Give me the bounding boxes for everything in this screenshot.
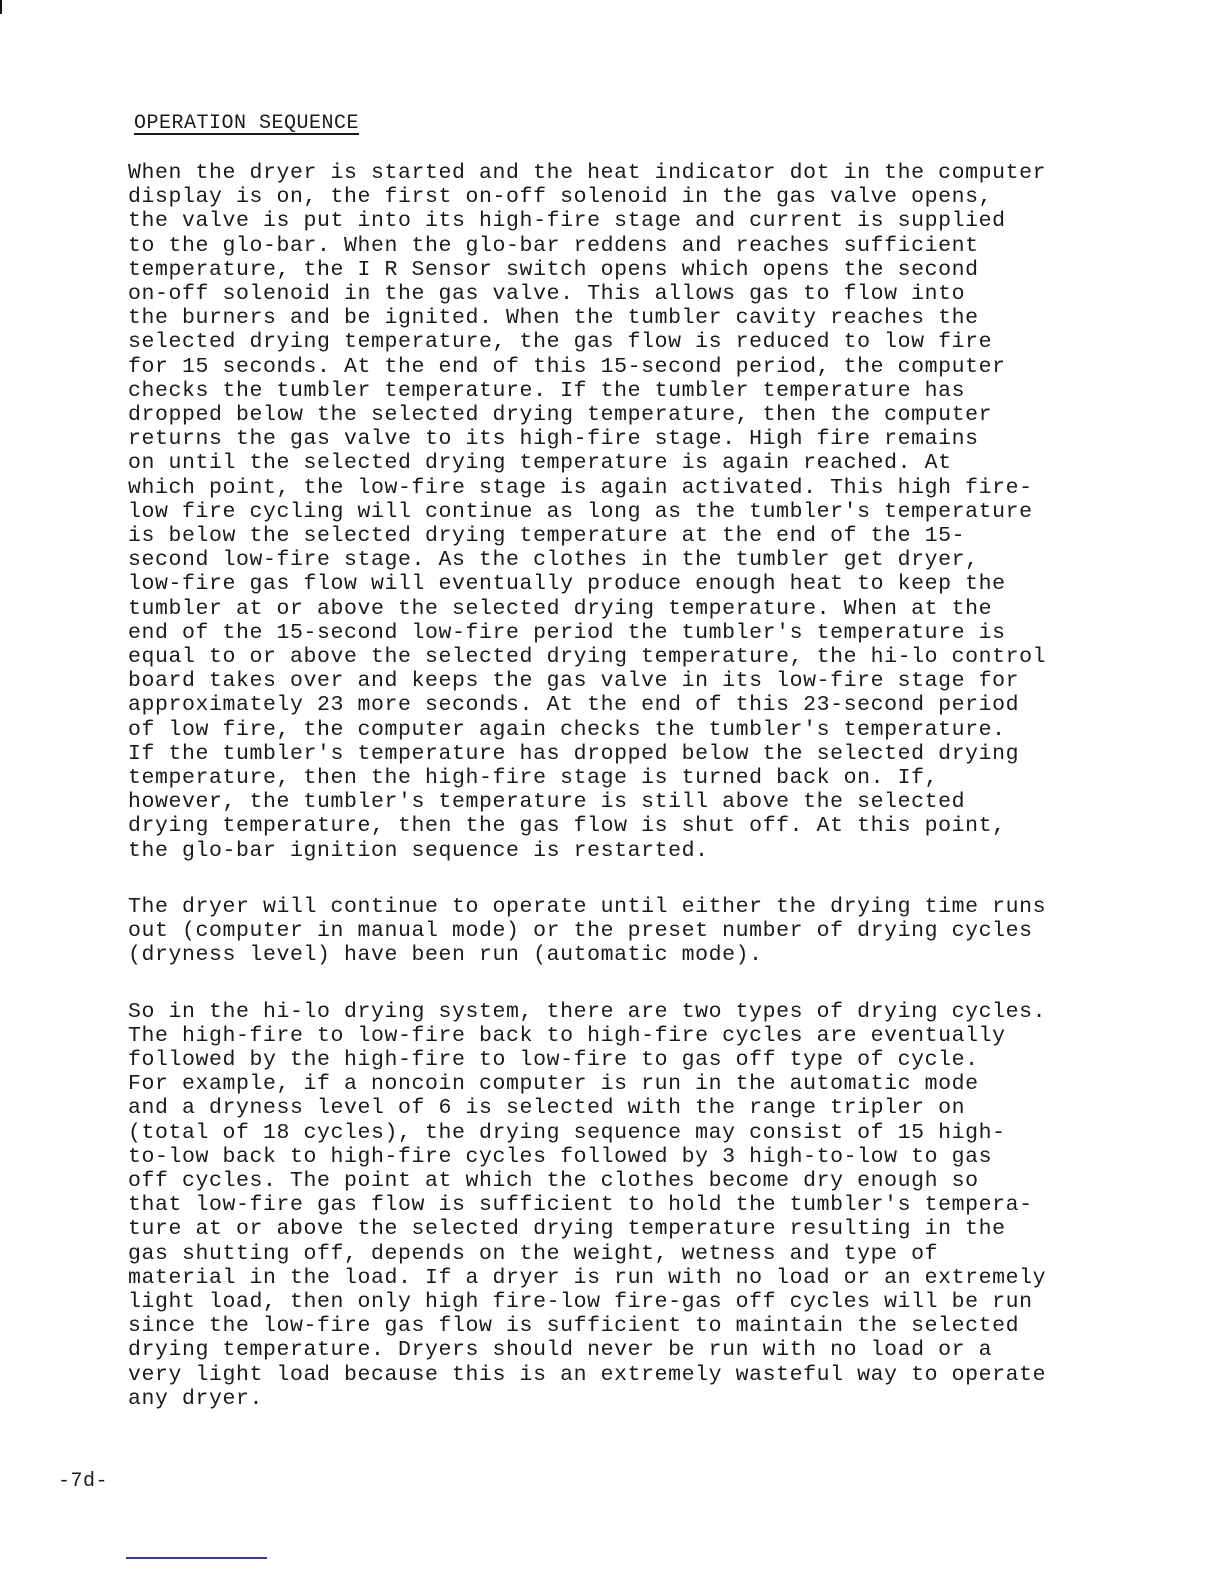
text-line: which point, the low-fire stage is again activated. This high fire- — [128, 475, 1033, 500]
text-line: off cycles. The point at which the clothes become dry enough so — [128, 1168, 979, 1193]
text-line: When the dryer is started and the heat indicator dot in the computer — [128, 161, 1047, 185]
text-line: to the glo-bar. When the glo-bar reddens and reaches sufficient — [128, 233, 979, 258]
text-line: temperature, the I R Sensor switch opens which opens the second — [128, 257, 979, 282]
scan-edge-mark — [0, 0, 2, 14]
text-line: the valve is put into its high-fire stage and current is supplied — [128, 209, 1006, 234]
text-line: equal to or above the selected drying temperature, the hi-lo control — [128, 645, 1047, 670]
text-line: on until the selected drying temperature is again reached. At — [128, 451, 952, 476]
text-line: (total of 18 cycles), the drying sequence may consist of 15 high- — [128, 1120, 1006, 1145]
text-line: light load, then only high fire-low fire-gas off cycles will be run — [128, 1289, 1033, 1314]
text-line: end of the 15-second low-fire period the tumbler's temperature is — [128, 620, 1006, 645]
text-line: gas shutting off, depends on the weight, wetness and type of — [128, 1241, 939, 1266]
text-line: that low-fire gas flow is sufficient to hold the tumbler's tempera- — [128, 1193, 1033, 1218]
text-line: approximately 23 more seconds. At the end of this 23-second period — [128, 693, 1020, 718]
text-line: since the low-fire gas flow is sufficient to maintain the selected — [128, 1314, 1020, 1339]
text-line: temperature, then the high-fire stage is turned back on. If, — [128, 766, 939, 791]
text-line: for 15 seconds. At the end of this 15-second period, the computer — [128, 354, 1006, 379]
text-line: So in the hi-lo drying system, there are two types of drying cycles. — [128, 999, 1047, 1024]
text-line: to-low back to high-fire cycles followed by 3 high-to-low to gas — [128, 1144, 993, 1169]
paragraph-3 — [128, 1000, 1108, 1411]
text-line: (dryness level) have been run (automatic mode). — [128, 943, 763, 968]
text-line: drying temperature. Dryers should never be run with no load or a — [128, 1338, 993, 1363]
text-line: the glo-bar ignition sequence is restarted. — [128, 838, 709, 863]
page-number: -7d- — [58, 1470, 109, 1493]
paragraph-1 — [128, 161, 1108, 863]
text-line: dropped below the selected drying temperature, then the computer — [128, 403, 993, 428]
text-line: however, the tumbler's temperature is still above the selected — [128, 790, 966, 815]
text-line: board takes over and keeps the gas valve in its low-fire stage for — [128, 669, 1020, 694]
text-line: drying temperature, then the gas flow is shut off. At this point, — [128, 814, 1006, 839]
text-line: The high-fire to low-fire back to high-fire cycles are eventually — [128, 1023, 1006, 1048]
paragraph-2 — [128, 895, 1108, 968]
text-line: and a dryness level of 6 is selected with the range tripler on — [128, 1096, 966, 1121]
text-line: low-fire gas flow will eventually produce enough heat to keep the — [128, 572, 1006, 597]
section-heading: OPERATION SEQUENCE — [134, 112, 360, 135]
text-line: very light load because this is an extremely wasteful way to operate — [128, 1362, 1047, 1387]
text-line: checks the tumbler temperature. If the tumbler temperature has — [128, 378, 966, 403]
text-line: If the tumbler's temperature has dropped below the selected drying — [128, 741, 1020, 766]
text-line: on-off solenoid in the gas valve. This allows gas to flow into — [128, 282, 966, 307]
bottom-rule — [126, 1557, 267, 1559]
text-line: low fire cycling will continue as long as the tumbler's temperature — [128, 499, 1033, 524]
text-line: second low-fire stage. As the clothes in the tumbler get dryer, — [128, 548, 979, 573]
text-line: display is on, the first on-off solenoid in the gas valve opens, — [128, 185, 993, 210]
text-line: the burners and be ignited. When the tumbler cavity reaches the — [128, 306, 979, 331]
text-line: any dryer. — [128, 1386, 264, 1411]
text-line: of low fire, the computer again checks the tumbler's temperature. — [128, 717, 1006, 742]
text-line: out (computer in manual mode) or the preset number of drying cycles — [128, 919, 1033, 944]
text-line: returns the gas valve to its high-fire stage. High fire remains — [128, 427, 979, 452]
document-page — [128, 112, 1108, 1443]
text-line: material in the load. If a dryer is run with no load or an extremely — [128, 1265, 1047, 1290]
text-line: The dryer will continue to operate until either the drying time runs — [128, 894, 1047, 919]
text-line: For example, if a noncoin computer is run in the automatic mode — [128, 1072, 979, 1097]
text-line: selected drying temperature, the gas flow is reduced to low fire — [128, 330, 993, 355]
text-line: tumbler at or above the selected drying temperature. When at the — [128, 596, 993, 621]
text-line: followed by the high-fire to low-fire to gas off type of cycle. — [128, 1047, 979, 1072]
text-line: ture at or above the selected drying temperature resulting in the — [128, 1217, 1006, 1242]
text-line: is below the selected drying temperature at the end of the 15- — [128, 524, 966, 549]
body-text — [128, 161, 1108, 1411]
